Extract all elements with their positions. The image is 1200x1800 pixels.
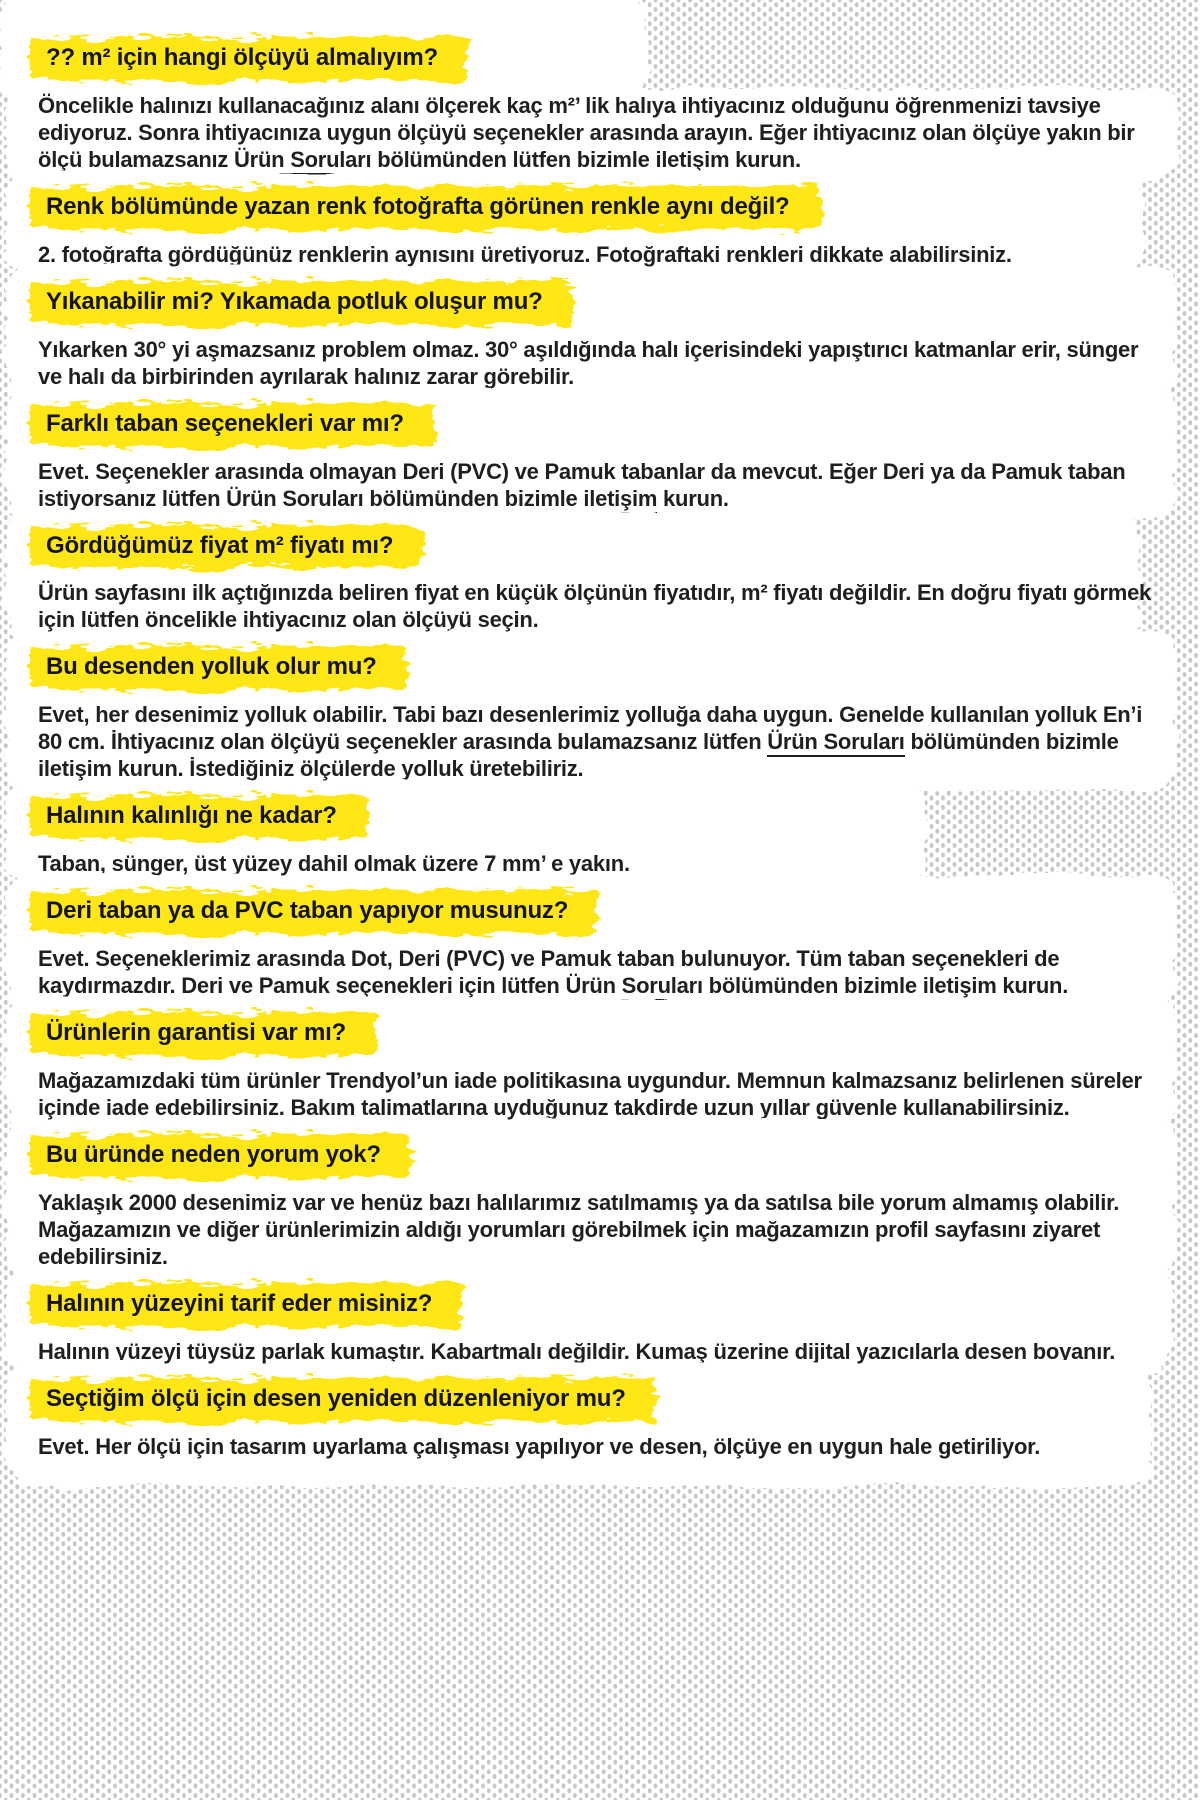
question-heading	[38, 1133, 1162, 1179]
answer-segment: bölümünden lütfen bizimle iletişim kurun.	[371, 146, 801, 172]
answer-segment: Halının yüzeyi tüysüz parlak kumaştır. Kabartmalı değildir. Kumaş üzerine dijital yazıcılarla desen boyanır.	[38, 1338, 1116, 1364]
faq-item	[38, 1377, 1162, 1460]
question-text: Bu üründe neden yorum yok?	[46, 1140, 381, 1168]
question-heading	[38, 402, 1162, 448]
faq-item	[38, 36, 1162, 173]
question-text: Halının kalınlığı ne kadar?	[46, 802, 337, 830]
question-text: Farklı taban seçenekleri var mı?	[46, 409, 404, 437]
answer-segment: Mağazamızdaki tüm ürünler Trendyol’un iade politikasına uygundur. Memnun kalmazsanız belirlenen süreler içinde iade edebilirsiniz. Bakım talimatlarına uyduğunuz takdirde uzun yıllar güvenle kullanabilirsiniz.	[38, 1067, 1142, 1120]
question-highlight	[38, 1282, 446, 1328]
question-text: Renk bölümünde yazan renk fotoğrafta görünen renkle aynı değil?	[46, 192, 790, 220]
question-heading	[38, 1377, 1162, 1423]
question-heading	[38, 185, 1162, 231]
question-highlight	[38, 645, 391, 691]
question-heading	[38, 1011, 1162, 1057]
answer-text	[38, 241, 1162, 268]
answer-segment: bölümünden bizimle iletişim kurun.	[702, 973, 1069, 998]
question-text: Seçtiğim ölçü için desen yeniden düzenleniyor mu?	[46, 1384, 626, 1412]
answer-segment: kurun.	[657, 485, 729, 511]
answer-segment: bölümünden bizimle iletişim kurun. İstediğiniz ölçülerde yolluk üretebiliriz.	[38, 729, 1119, 782]
faq-item	[38, 524, 1162, 634]
question-text: Halının yüzeyini tarif eder misiniz?	[46, 1289, 433, 1317]
question-text: Deri taban ya da PVC taban yapıyor musunuz?	[46, 897, 569, 925]
faq-item	[38, 1011, 1162, 1121]
answer-text	[38, 945, 1162, 999]
iletisim-underlined-text: iletişim	[583, 486, 657, 514]
question-text: Gördüğümüz fiyat m² fiyatı mı?	[46, 531, 394, 559]
faq-item	[38, 185, 1162, 268]
question-highlight	[38, 402, 418, 448]
question-text: Ürünlerin garantisi var mı?	[46, 1019, 347, 1046]
question-highlight	[38, 524, 407, 570]
question-text: Yıkanabilir mi? Yıkamada potluk oluşur mu?	[46, 287, 543, 315]
uerun-sorulari-link-text: Ürün Soruları	[234, 147, 371, 175]
answer-text	[38, 1189, 1162, 1270]
answer-text	[38, 579, 1162, 633]
question-highlight	[38, 1133, 395, 1179]
uerun-sorulari-link-text: Ürün Soruları	[767, 729, 904, 757]
question-text: ?? m² için hangi ölçüyü almalıyım?	[46, 44, 438, 71]
answer-segment: Öncelikle halınızı kullanacağınız alanı ölçerek kaç m²’ lik halıya ihtiyacınız olduğunu öğrenmenizi tavsiye ediyoruz. Sonra ihtiyacınıza uygun ölçüyü seçenekler arasında arayın. Eğer ihtiyacınız olan ölçüye yakın bir ölçü bulamazsanız	[38, 92, 1135, 172]
question-highlight	[38, 280, 557, 326]
answer-segment: 2. fotoğrafta gördüğünüz renklerin aynısını üretiyoruz. Fotoğraftaki renkleri dikkate alabilirsiniz.	[38, 241, 1012, 267]
answer-segment: Evet, her desenimiz yolluk olabilir. Tabi bazı desenlerimiz yolluğa daha uygun. Genelde kullanılan yolluk En’i 80 cm. İhtiyacınız olan ölçüyü seçenekler arasında bulamazsanız lütfen	[38, 702, 1143, 755]
question-heading	[38, 1282, 1162, 1328]
answer-text	[38, 850, 1162, 877]
faq-item	[38, 402, 1162, 512]
question-highlight	[38, 1377, 640, 1423]
answer-segment: Yaklaşık 2000 desenimiz var ve henüz bazı halılarımız satılmamış ya da satılsa bile yorum almamış olabilir. Mağazamızın ve diğer ürünlerimizin aldığı yorumları görebilmek için mağazamızın profil sayfasını ziyaret edebilirsiniz.	[38, 1189, 1120, 1269]
thickness-underlined-text: 7 mm	[484, 851, 540, 879]
answer-segment: Evet. Seçeneklerimiz arasında Dot, Deri (PVC) ve Pamuk taban bulunuyor. Tüm taban seçenekleri de kaydırmazdır. Deri ve Pamuk seçenekleri için lütfen	[38, 946, 1060, 998]
answer-text	[38, 1433, 1162, 1460]
answer-text	[38, 92, 1162, 173]
answer-segment: Evet. Her ölçü için tasarım uyarlama çalışması yapılıyor ve desen, ölçüye en uygun hale getiriliyor.	[38, 1433, 1041, 1459]
question-heading	[38, 645, 1162, 691]
question-text: Bu desenden yolluk olur mu?	[46, 653, 377, 681]
question-heading	[38, 36, 1162, 82]
faq-item	[38, 794, 1162, 877]
answer-segment: Yıkarken 30° yi aşmazsanız problem olmaz. 30° aşıldığında halı içerisindeki yapıştırıcı katmanlar erir, sünger ve halı da birbirinden ayrılarak halınız zarar görebilir.	[38, 336, 1139, 389]
question-highlight	[38, 36, 452, 82]
answer-text	[38, 458, 1162, 512]
question-heading	[38, 280, 1162, 326]
answer-segment: Taban, sünger, üst yüzey dahil olmak üzere	[38, 851, 485, 877]
question-highlight	[38, 889, 582, 935]
answer-text	[38, 1338, 1162, 1365]
answer-text	[38, 336, 1162, 390]
question-heading	[38, 524, 1162, 570]
uerun-sorulari-link-text: Ürün Soruları	[565, 973, 702, 1001]
answer-text	[38, 701, 1162, 782]
answer-text	[38, 1067, 1162, 1121]
question-heading	[38, 889, 1162, 935]
faq-item	[38, 889, 1162, 999]
faq-item	[38, 1133, 1162, 1270]
answer-segment: Ürün sayfasını ilk açtığınızda beliren fiyat en küçük ölçünün fiyatıdır, m² fiyatı değildir. En doğru fiyatı görmek için lütfen öncelikle ihtiyacınız olan ölçüyü seçin.	[38, 580, 1152, 633]
faq-item	[38, 645, 1162, 782]
faq-item	[38, 1282, 1162, 1365]
question-heading	[38, 794, 1162, 840]
answer-segment: Evet. Seçenekler arasında olmayan Deri (PVC) ve Pamuk tabanlar da mevcut. Eğer Deri ya da Pamuk taban istiyorsanız lütfen Ürün Soruları bölümünden bizimle	[38, 458, 1126, 511]
faq-item	[38, 280, 1162, 390]
answer-segment: ’ e yakın.	[540, 851, 630, 877]
question-highlight	[38, 185, 804, 231]
question-highlight	[38, 794, 351, 840]
question-highlight	[38, 1011, 360, 1057]
